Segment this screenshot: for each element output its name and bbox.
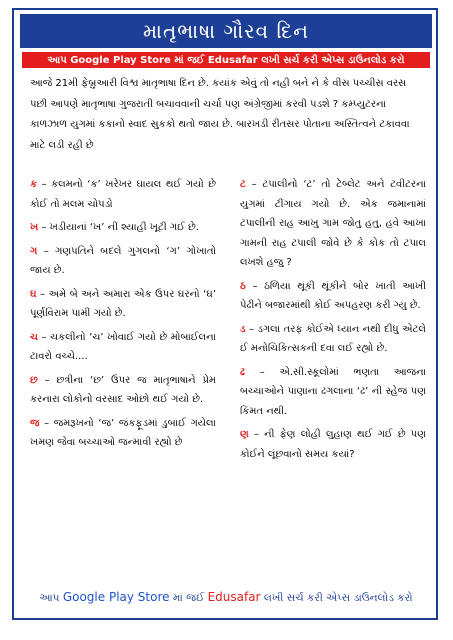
entry-text: – એ.સી.સ્કૂલોમાં ભણતા આજના બચ્ચાઓને પાણાના ઢગલાના ‘ઢ’ ની સ્હેજ પણ કિંમત નથી. (240, 366, 426, 417)
letter-entry (30, 242, 216, 281)
entry-text: – જમરૂખનો ‘જ’ જંકફૂડમાં ડુબાઈ ગયેલા ખમણ જેવા બચ્ચાઓ જન્માવી રહ્યો છે (30, 417, 216, 448)
entry-text: – કલમનો ‘ક’ ખરેખર ઘાયલ થઈ ગયો છે કોઈ તો મલમ ચોપડો (30, 179, 216, 210)
letter-entry (240, 175, 426, 273)
entry-text: – ગણપતિને બદલે ગુગલનો ‘ગ’ ગોખાતો જાય છે. (30, 245, 216, 276)
entry-text: – ની ફેણ લોહી લુહાણ થઈ ગઈ છે પણ કોઈને લૂંછવાનો સમય કયાં? (240, 429, 426, 460)
entry-letter: ઘ (30, 288, 37, 300)
entry-text: – છત્રીના ‘છ’ ઉપર જ માતૃભાષાને પ્રેમ કરનારા લોકોનો વરસાદ ઓછો થઈ ગયો છે. (30, 374, 216, 405)
footer-suffix: લખી સર્ચ કરી એપ્સ ડાઉનલોડ કરો (260, 592, 413, 604)
letter-entry (240, 277, 426, 316)
footer-download-note (20, 590, 432, 605)
entry-text: – અમે બે અને અમારા એક ઉપર ઘરનો ‘ઘ’ પૂર્ણવિરામ પામી ગયો છે. (30, 288, 216, 319)
entry-letter: ઠ (240, 280, 246, 292)
letter-entry (30, 218, 216, 238)
letter-entry (30, 175, 216, 214)
footer-app-name[interactable]: Edusafar (207, 590, 261, 604)
entry-text: – ટપાલીનો ‘ટ’ તો ટેબ્લેટ અને ટવીટરના યુગમાં ટીંગાય ગયો છે. એક જમાનામાં ટપાલીની રાહ આખુ ગામ જોતુ હતુ, હવે આખા ગામની રાહ ટપાલી જોવે છે કે કોક તો ટપાલ લખશે હજુ ? (240, 179, 426, 268)
footer-store-link[interactable]: Google Play Store (62, 590, 170, 604)
letter-entry (240, 320, 426, 359)
entry-letter: ણ (240, 429, 249, 440)
left-column (30, 175, 216, 457)
entry-text: – ઠળિયા થૂંકી થૂંકીને બોર ખાતી આખી પેઢીને બજારમાંથી કોઈ અપહરણ કરી ગ્યુ છે. (240, 280, 426, 311)
entry-letter: જ (30, 417, 40, 429)
letter-entry (30, 328, 216, 367)
letter-entry (240, 363, 426, 422)
entry-letter: ઢ (240, 366, 245, 378)
letter-entry (30, 414, 216, 453)
entry-letter: ટ (240, 179, 246, 190)
entry-text: – ખડીયાનાં ‘ખ’ ની શ્યાહી ખૂટી ગઈ છે. (38, 222, 199, 233)
entry-letter: ગ (30, 245, 38, 257)
footer-mid: માં જઈ (169, 592, 208, 604)
letter-entry (30, 285, 216, 324)
entry-letter: ક (30, 179, 38, 190)
entry-letter: ડ (240, 323, 246, 335)
page-title: માતૃભાષા ગૌરવ દિન (20, 14, 432, 48)
footer-prefix: આપ (39, 592, 63, 604)
letter-entry (240, 425, 426, 464)
entry-text: – ચકલીનો ‘ચ’ ખોવાઈ ગયો છે મોબાઈલના ટાવરો વચ્ચે.... (30, 331, 216, 362)
right-column (240, 175, 426, 468)
entry-letter: છ (30, 374, 38, 386)
download-banner: આપ Google Play Store માં જઈ Edusafar લખી સર્ચ કરી એપ્સ ડાઉનલોડ કરો (22, 52, 430, 68)
entry-text: – ડગલા તરફ કોઈએ ધ્યાન નથી દીધુ એટલે ઈ મનોચિકિત્સકની દવા લઈ રહ્યો છે. (240, 323, 426, 354)
intro-paragraph: આજે 21મી ફેબ્રુઆરી વિશ્વ માતૃભાષા દિન છે. કયાંક એવું તો નહી બને ને કે વીસ પચ્ચીસ વરસ પછી આપણે માતૃભાષા ગુજરાતી બચાવવાની ચર્ચા પણ અંગ્રેજીમાં કરવી પડશે ? કમ્પ્યુટરના કાળઝાળ યુગમાં કકાનો સ્વાદ સુકકો થતો જાય છે. બારખડી રીતસર પોતાના અસ્તિત્વને ટકાવવા માટે લડી રહી છે (30, 78, 410, 151)
entry-letter: ચ (30, 331, 38, 343)
letter-entry (30, 371, 216, 410)
entry-letter: ખ (30, 222, 39, 233)
